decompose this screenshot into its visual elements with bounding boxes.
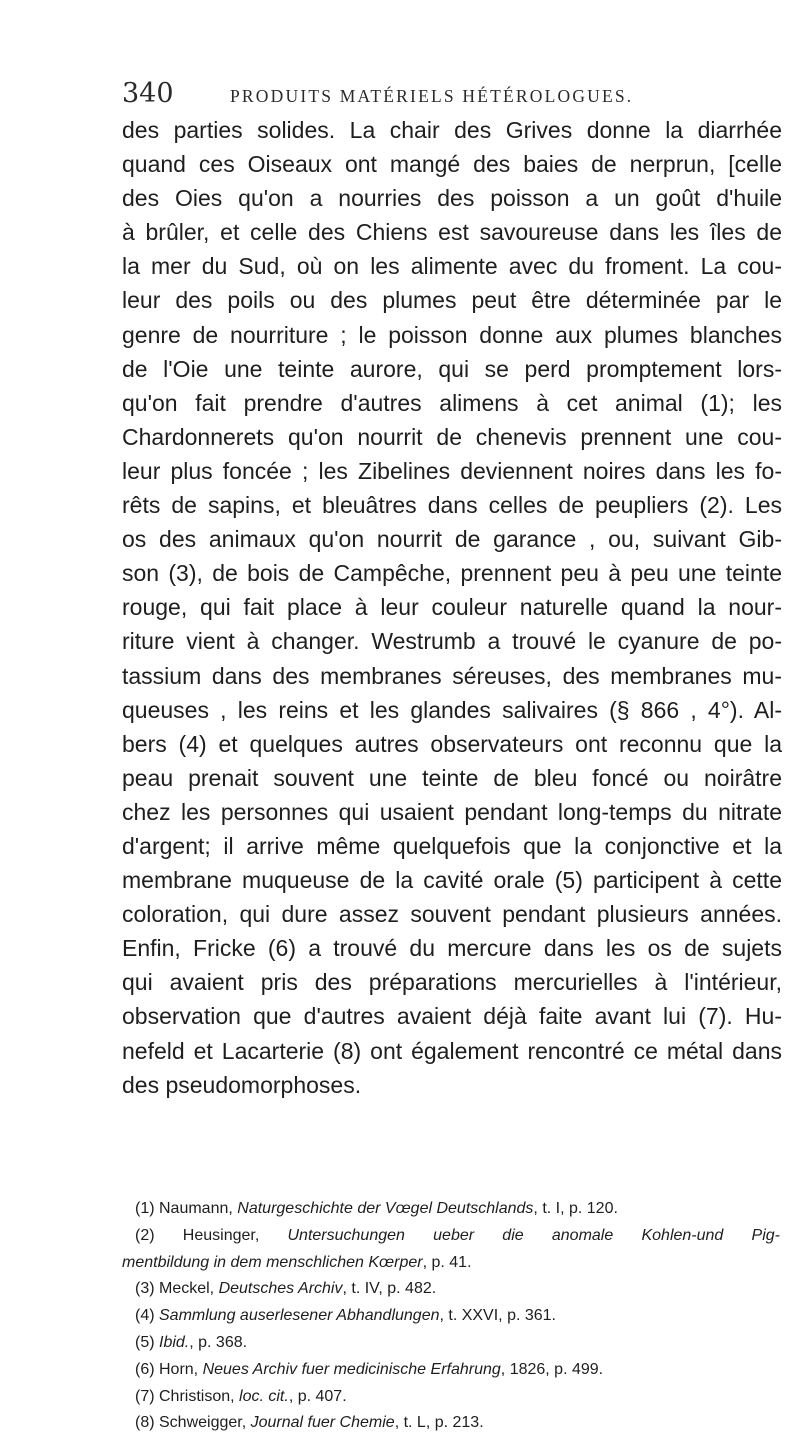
- footnote-6: [135, 1357, 780, 1384]
- footnote-ref: , t. XXVI, p. 361.: [439, 1307, 556, 1325]
- footnote-2: [135, 1223, 780, 1250]
- footnote-ref: , p. 368.: [189, 1333, 248, 1351]
- text-line: nefeld et Lacarterie (8) ont également rencontré ce métal dans: [122, 1037, 782, 1064]
- text-line: Chardonnerets qu'on nourrit de chenevis prennent une cou-: [122, 423, 782, 450]
- footnote-ref: , p. 407.: [288, 1387, 347, 1405]
- text-line: queuses , les reins et les glandes salivaires (§ 866 , 4°). Al-: [122, 696, 782, 723]
- footnote-title: mentbildung in dem menschlichen Kœrper: [122, 1253, 423, 1271]
- text-line: leur des poils ou des plumes peut être déterminée par le: [122, 287, 782, 314]
- text-line: membrane muqueuse de la cavité orale (5) participent à cette: [122, 867, 782, 894]
- text-line: à brûler, et celle des Chiens est savoureuse dans les îles de: [122, 219, 782, 246]
- page-number: 340: [122, 78, 174, 109]
- text-line: rêts de sapins, et bleuâtres dans celles de peupliers (2). Les: [122, 492, 782, 519]
- footnote-ref: , t. I, p. 120.: [533, 1200, 618, 1217]
- text-line: qui avaient pris des préparations mercurielles à l'intérieur,: [122, 969, 782, 996]
- text-line-last: des pseudomorphoses.: [122, 1071, 362, 1098]
- footnote-2-continued: [122, 1250, 780, 1277]
- text-line: des Oies qu'on a nourries des poisson a un goût d'huile: [122, 185, 782, 212]
- footnote-author: (8) Schweigger,: [135, 1414, 251, 1432]
- footnote-ref: , t. IV, p. 482.: [342, 1280, 437, 1298]
- footnote-7: [135, 1384, 780, 1411]
- text-line: peau prenait souvent une teinte de bleu foncé ou noirâtre: [122, 764, 782, 791]
- text-line: genre de nourriture ; le poisson donne aux plumes blanches: [122, 321, 782, 348]
- footnote-ref: , t. L, p. 213.: [394, 1414, 484, 1432]
- text-line: de l'Oie une teinte aurore, qui se perd promptement lors-: [122, 355, 782, 382]
- footnote-ref: , 1826, p. 499.: [500, 1360, 604, 1378]
- footnote-author: (4): [135, 1307, 159, 1325]
- main-text: [122, 113, 782, 1102]
- text-line: riture vient à changer. Westrumb a trouvé le cyanure de po-: [122, 628, 782, 655]
- footnote-title: Deutsches Archiv: [218, 1280, 343, 1298]
- footnote-4: [135, 1303, 780, 1330]
- footnote-ref: , p. 41.: [422, 1253, 472, 1271]
- text-line: la mer du Sud, où on les alimente avec du froment. La cou-: [122, 253, 782, 280]
- footnote-title: Journal fuer Chemie: [250, 1414, 395, 1432]
- footnote-author: (3) Meckel,: [135, 1280, 219, 1298]
- text-line: Enfin, Fricke (6) a trouvé du mercure dans les os de sujets: [122, 935, 782, 962]
- text-line: os des animaux qu'on nourrit de garance , ou, suivant Gib-: [122, 526, 782, 553]
- footnote-title: Sammlung auserlesener Abhandlungen: [159, 1307, 440, 1325]
- running-title: PRODUITS MATÉRIELS HÉTÉROLOGUES.: [230, 86, 634, 106]
- text-line: observation que d'autres avaient déjà faite avant lui (7). Hu-: [122, 1003, 782, 1030]
- footnote-title: Naturgeschichte der Vœgel Deutschlands: [237, 1200, 534, 1217]
- running-head: [122, 78, 742, 118]
- text-line: rouge, qui fait place à leur couleur naturelle quand la nour-: [122, 594, 782, 621]
- text-line: coloration, qui dure assez souvent pendant plusieurs années.: [122, 901, 782, 928]
- footnote-title: loc. cit.: [239, 1387, 289, 1405]
- footnote-author: (6) Horn,: [135, 1360, 203, 1378]
- text-line: son (3), de bois de Campêche, prennent peu à peu une teinte: [122, 560, 782, 587]
- text-line: d'argent; il arrive même quelquefois que la conjonctive et la: [122, 832, 782, 859]
- footnote-title: Ibid.: [159, 1333, 190, 1351]
- footnote-title: Untersuchungen ueber die anomale Kohlen-und Pig-: [287, 1226, 780, 1244]
- text-line: chez les personnes qui usaient pendant long-temps du nitrate: [122, 798, 782, 825]
- text-line: tassium dans des membranes séreuses, des membranes mu-: [122, 662, 782, 689]
- text-line: des parties solides. La chair des Grives donne la diarrhée: [122, 117, 782, 143]
- text-line: qu'on fait prendre d'autres alimens à cet animal (1); les: [122, 389, 782, 416]
- footnote-1: [135, 1196, 780, 1223]
- footnote-3: [135, 1276, 780, 1303]
- footnote-8: [135, 1410, 780, 1437]
- footnotes: [122, 1196, 780, 1437]
- text-line: quand ces Oiseaux ont mangé des baies de nerprun, [celle: [122, 151, 782, 178]
- footnote-author: (2) Heusinger,: [135, 1226, 288, 1244]
- text-line: bers (4) et quelques autres observateurs ont reconnu que la: [122, 730, 782, 757]
- footnote-author: (7) Christison,: [135, 1387, 240, 1405]
- text-line: leur plus foncée ; les Zibelines deviennent noires dans les fo-: [122, 457, 782, 484]
- footnote-title: Neues Archiv fuer medicinische Erfahrung: [202, 1360, 501, 1378]
- footnote-author: (5): [135, 1333, 159, 1351]
- footnote-5: [135, 1330, 780, 1357]
- footnote-author: (1) Naumann,: [135, 1200, 238, 1217]
